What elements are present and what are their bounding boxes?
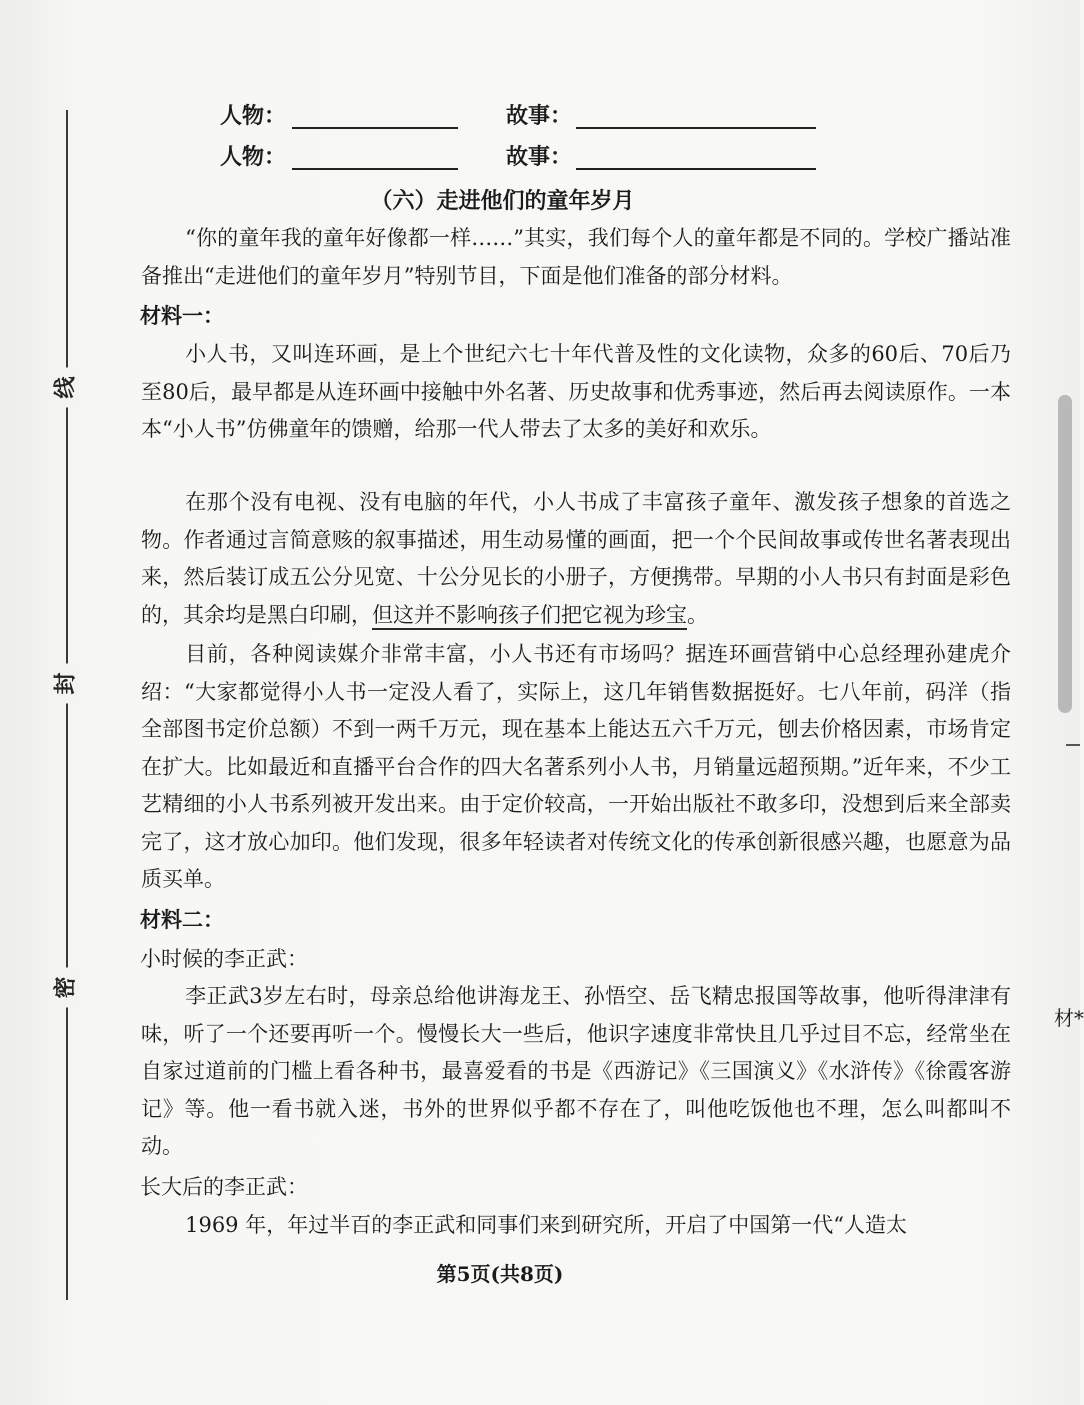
material-one-paragraph-3: 目前，各种阅读媒介非常丰富，小人书还有市场吗？据连环画营销中心总经理孙建虎介绍：“大家都觉得小人书一定没人看了，实际上，这几年销售数据挺好。七八年前，码洋（指全部图书定价总额）不到一两千万元，现在基本上能达五六千万元，刨去价格因素，市场肯定在扩大。比如最近和直播平台合作的四大名著系列小人书，月销量远超预期。”近年来，不少工艺精细的小人书系列被开发出来。由于定价较高，一开始出版社不敢多印，没想到后来全部卖完了，这才放心加印。他们发现，很多年轻读者对传统文化的传承创新很感兴趣，也愿意为品质买单。	[141, 642, 1011, 891]
material-one-paragraph-2	[141, 484, 1011, 634]
paragraph-text: 在那个没有电视、没有电脑的年代，小人书成了丰富孩子童年、激发孩子想象的首选之物。作者通过言简意赅的叙事描述，用生动易懂的画面，把一个个民间故事或传世名著表现出来，然后装订成五公分见宽、十公分见长的小册子，方便携带。早期的小人书只有封面是彩色的，其余均是黑白印刷，	[141, 490, 1011, 627]
person-blank[interactable]	[292, 168, 458, 170]
material-two-heading: 材料二：	[140, 908, 224, 932]
margin-char-feng: 封	[49, 664, 80, 704]
intro-paragraph: “你的童年我的童年好像都一样……”其实，我们每个人的童年都是不同的。学校广播站准备推出“走进他们的童年岁月”特别节目，下面是他们准备的部分材料。	[141, 226, 1011, 288]
binding-line	[66, 110, 68, 1300]
story-blank[interactable]	[576, 127, 816, 129]
material-one-paragraph-1: 小人书，又叫连环画，是上个世纪六七十年代普及性的文化读物，众多的60后、70后乃至80后，最早都是从连环画中接触中外名著、历史故事和优秀事迹，然后再去阅读原作。一本本“小人书”仿佛童年的馈赠，给那一代人带去了太多的美好和欢乐。	[141, 342, 1011, 441]
margin-char-xian: 线	[49, 368, 80, 408]
edge-mark	[1066, 744, 1080, 746]
person-label: 人物：	[220, 103, 287, 129]
adulthood-subheading: 长大后的李正武：	[140, 1175, 308, 1199]
story-label: 故事：	[506, 144, 573, 170]
material-two-paragraph-2: 1969 年，年过半百的李正武和同事们来到研究所，开启了中国第一代“人造太	[185, 1213, 907, 1237]
paragraph-end: 。	[687, 602, 708, 627]
next-page-edge-text: 材*	[1054, 1006, 1084, 1030]
material-two-paragraph-1: 李正武3岁左右时，母亲总给他讲海龙王、孙悟空、岳飞精忠报国等故事，他听得津津有味，听了一个还要再听一个。慢慢长大一些后，他识字速度非常快且几乎过目不忘，经常坐在自家过道前的门槛上看各种书，最喜爱看的书是《西游记》《三国演义》《水浒传》《徐霞客游记》等。他一看书就入迷，书外的世界似乎都不存在了，叫他吃饭他也不理，怎么叫都叫不动。	[141, 984, 1011, 1158]
margin-char-mi: 密	[49, 968, 80, 1008]
scrollbar[interactable]	[1058, 395, 1072, 713]
page-number: 第5页(共8页)	[436, 1262, 564, 1286]
material-one-heading: 材料一：	[140, 304, 224, 328]
section-title: （六）走进他们的童年岁月	[370, 189, 635, 214]
underlined-sentence: 但这并不影响孩子们把它视为珍宝	[372, 603, 687, 630]
person-blank[interactable]	[292, 127, 458, 129]
story-blank[interactable]	[576, 168, 816, 170]
person-label: 人物：	[220, 144, 287, 170]
childhood-subheading: 小时候的李正武：	[140, 947, 308, 971]
story-label: 故事：	[506, 103, 573, 129]
